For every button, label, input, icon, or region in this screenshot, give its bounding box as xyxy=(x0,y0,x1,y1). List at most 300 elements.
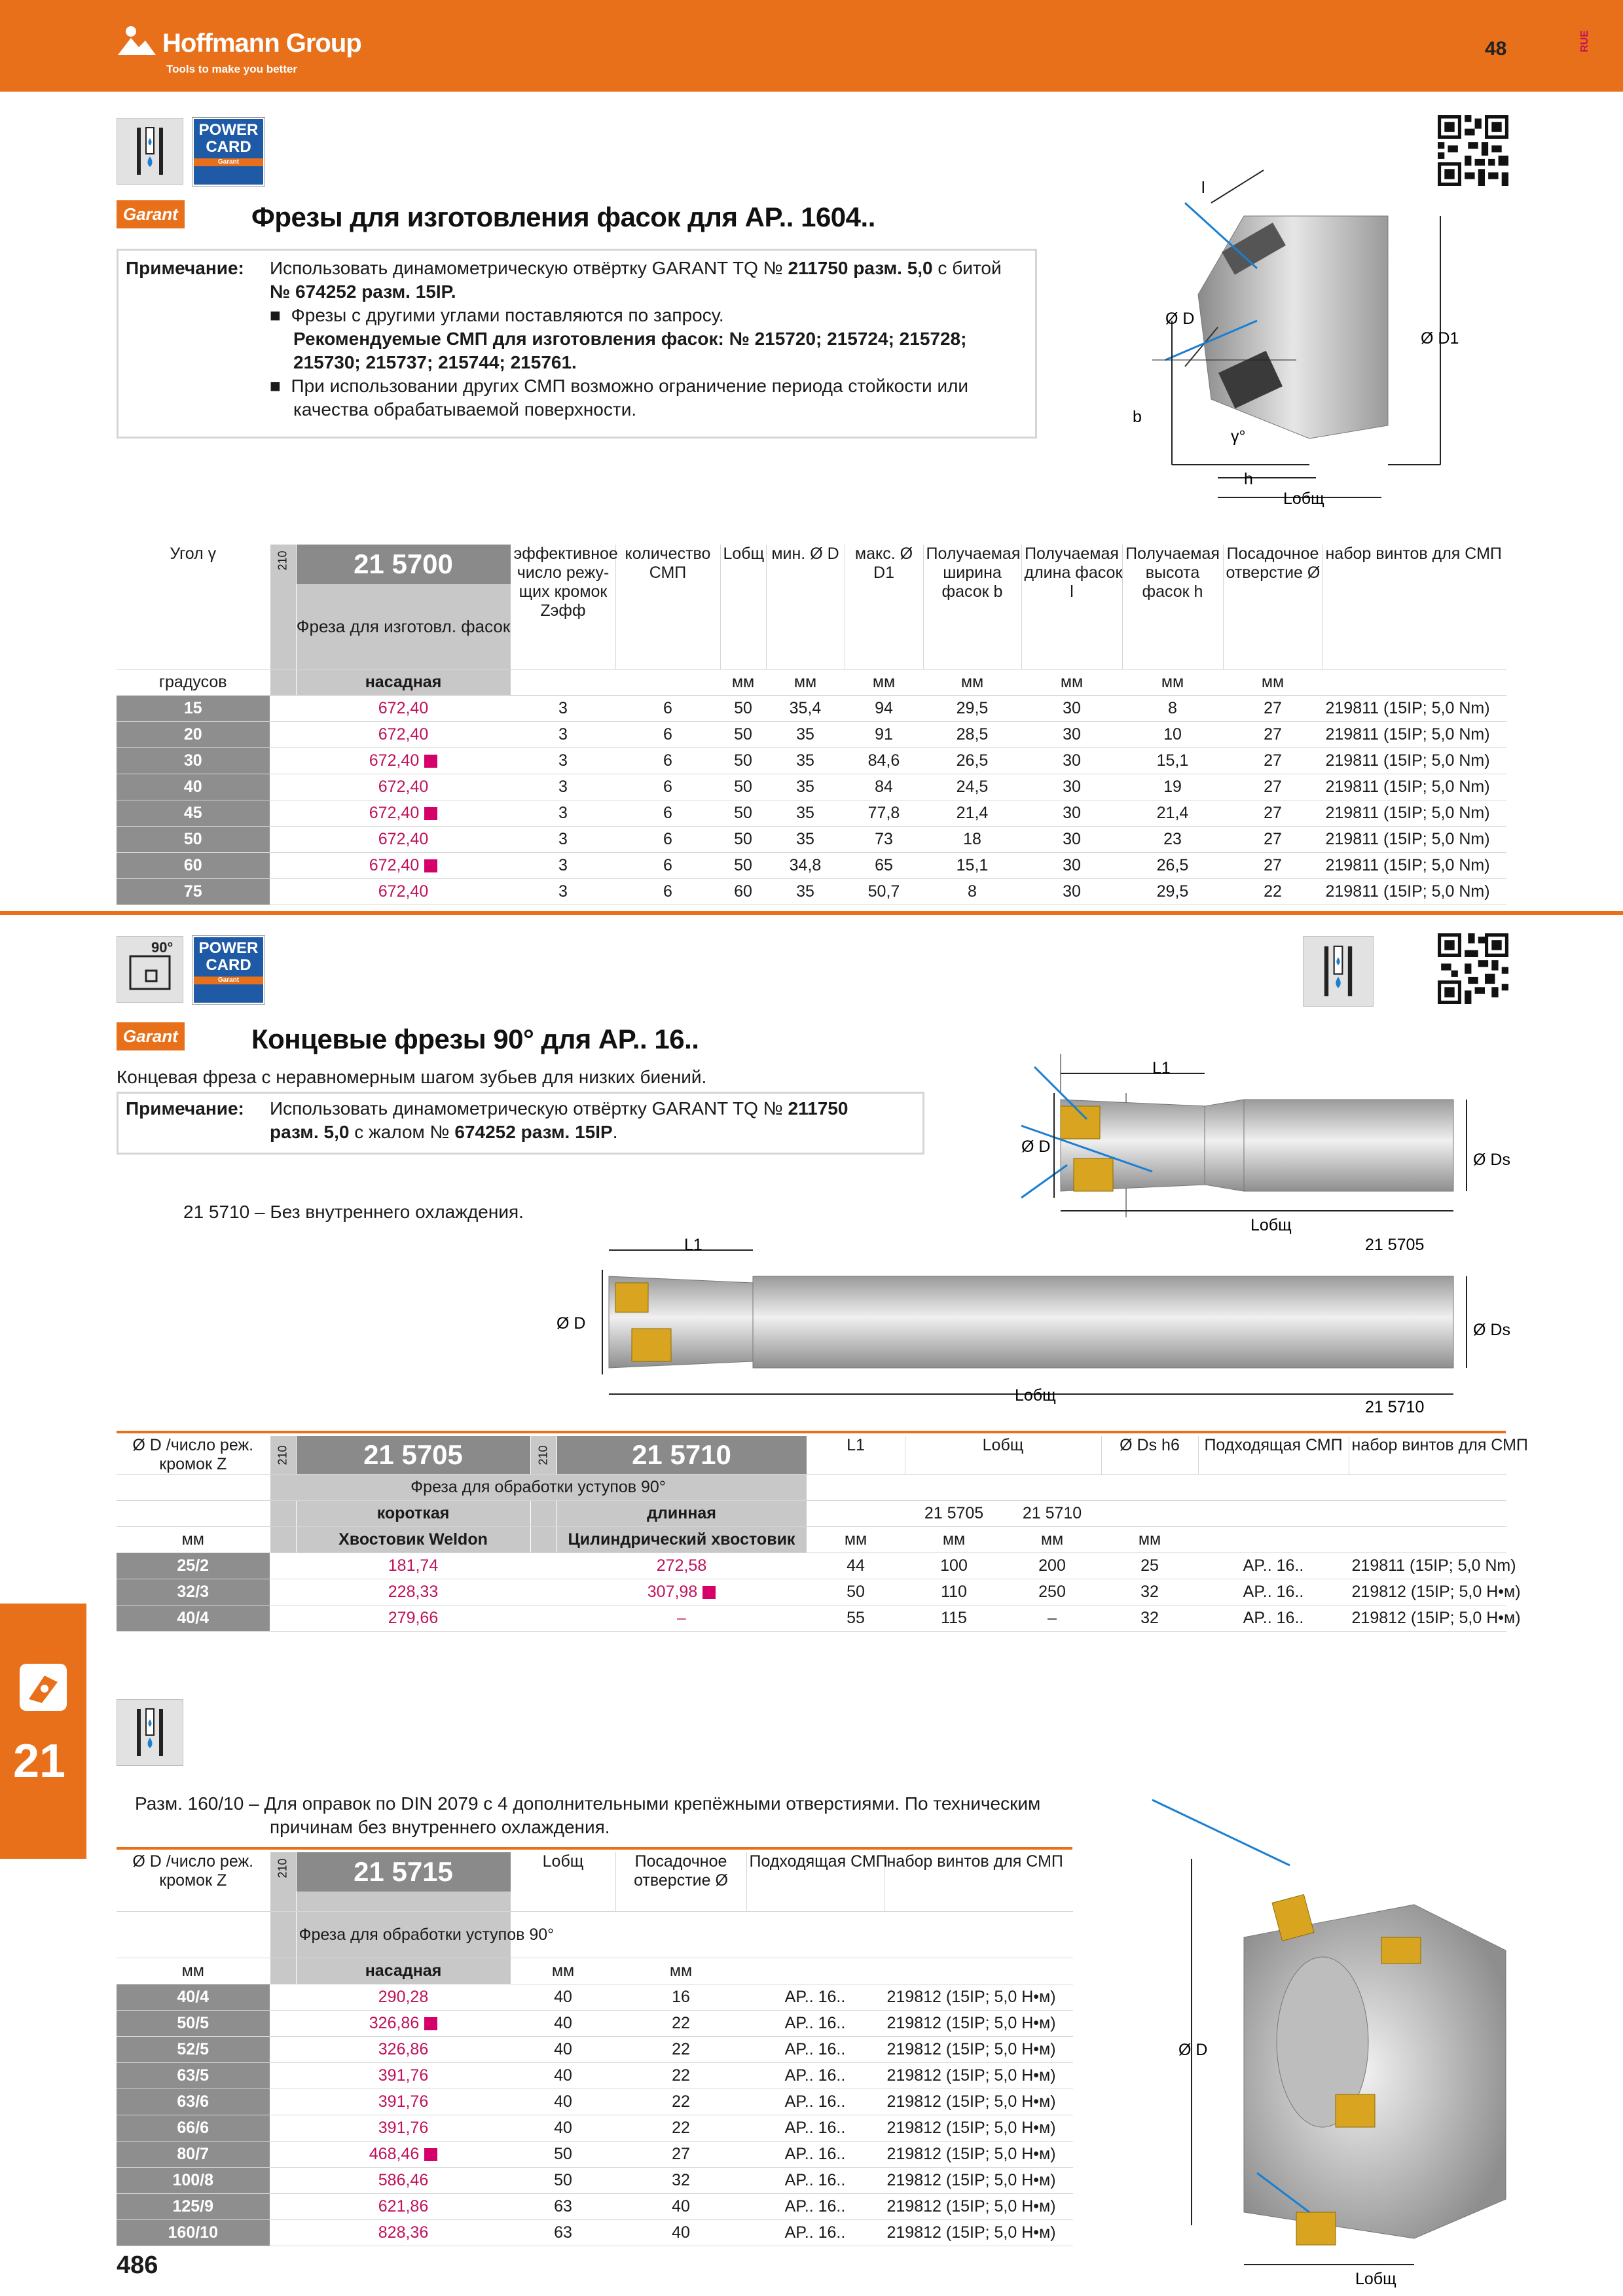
t1-price xyxy=(296,696,511,722)
t2-l1 xyxy=(807,1605,905,1632)
t3-price xyxy=(296,2115,511,2142)
t2-blank-12 xyxy=(1101,1501,1198,1527)
t3-screw-text: 219812 (15IP; 5,0 Н•м) xyxy=(886,2040,1056,2058)
t3-dz-text: 66/6 xyxy=(177,2119,210,2137)
power-card-line2: CARD xyxy=(206,138,251,156)
power-card-badge xyxy=(192,118,264,186)
t3-price xyxy=(296,1984,511,2011)
t3-article-cell xyxy=(296,1852,511,1912)
t2-screw xyxy=(1349,1579,1521,1605)
garant-label-text: Garant xyxy=(123,204,178,224)
t1-d1-text: 91 xyxy=(875,725,893,744)
t1-h-qty xyxy=(615,545,720,670)
dim2-d-a: Ø D xyxy=(1021,1138,1051,1156)
t1-d xyxy=(766,696,845,722)
offer-mark-icon xyxy=(424,755,437,768)
t1-bore-text: 27 xyxy=(1264,778,1282,796)
dim-b: b xyxy=(1133,408,1142,426)
t1-screw xyxy=(1322,774,1506,800)
t1-price xyxy=(296,774,511,800)
t3-dz xyxy=(117,1984,270,2011)
t3-bore-text: 40 xyxy=(672,2223,690,2242)
t1-b-text: 18 xyxy=(963,830,981,848)
t1-h-text: 26,5 xyxy=(1156,856,1189,874)
t2-l1 xyxy=(807,1579,905,1605)
t3-bore xyxy=(615,2037,746,2063)
power-card-badge-2 xyxy=(192,936,264,1004)
t2-prefix-cell-b xyxy=(530,1553,556,1579)
t2-prefix-a-text: 210 xyxy=(276,1444,289,1465)
t1-screw-text: 219811 (15IP; 5,0 Nm) xyxy=(1325,751,1490,770)
t3-blank-4 xyxy=(615,1912,746,1958)
section1-note-label: Примечание: xyxy=(126,258,244,278)
table-row xyxy=(117,748,1506,774)
dim2-d-b: Ø D xyxy=(556,1314,586,1333)
t2-price-b-text: 272,58 xyxy=(656,1556,707,1575)
t3-dz-text: 40/4 xyxy=(177,1988,210,2006)
note2-text-a: Использовать динамометрическую отвёртку GARANT TQ № xyxy=(270,1098,788,1119)
t1-bore-text: 27 xyxy=(1264,804,1282,822)
t3-unit-bore: мм xyxy=(615,1958,746,1984)
section2-intro: Концевая фреза с неравномерным шагом зубьев для низких биений. xyxy=(117,1067,707,1087)
angle-90-icon xyxy=(117,936,183,1003)
t3-blank-2 xyxy=(270,1912,296,1958)
power-card2-line1: POWER xyxy=(198,939,259,957)
t3-dz xyxy=(117,2142,270,2168)
t2-type-b1: длинная xyxy=(556,1501,807,1527)
brand-tagline: Tools to make you better xyxy=(166,63,297,75)
t3-screw-text: 219812 (15IP; 5,0 Н•м) xyxy=(886,2197,1056,2215)
table-row xyxy=(117,2037,1072,2063)
t1-qty-text: 6 xyxy=(663,778,672,796)
t3-ins-text: AP.. 16.. xyxy=(784,2066,846,2085)
t1-b xyxy=(923,827,1021,853)
garant-brand-label xyxy=(117,200,185,228)
table-row xyxy=(117,2011,1072,2037)
dim2-ltot-b: Lобщ xyxy=(1015,1386,1056,1405)
t2-ds-text: 32 xyxy=(1140,1583,1159,1601)
t2-price-a xyxy=(296,1579,530,1605)
t1-qty xyxy=(615,800,720,827)
t2-article-b: 21 5710 xyxy=(556,1436,807,1475)
t3-blank-7 xyxy=(270,1958,296,1984)
t1-d1-text: 73 xyxy=(875,830,893,848)
t2-blank-9 xyxy=(270,1501,296,1527)
t2-price-a-text: 279,66 xyxy=(388,1609,439,1627)
page-number: 486 xyxy=(117,2251,158,2279)
t1-z-text: 3 xyxy=(558,830,568,848)
t1-len-text: 30 xyxy=(1063,751,1081,770)
offer-mark-icon xyxy=(424,2017,437,2030)
section2-note-label: Примечание: xyxy=(126,1098,244,1119)
t1-h xyxy=(1122,800,1223,827)
t1-h-maxd-1: макс. Ø xyxy=(854,545,913,563)
t2-lb xyxy=(1003,1553,1101,1579)
t3-dz xyxy=(117,2011,270,2037)
t1-prefix-cell xyxy=(270,853,296,879)
t1-prefix-cell xyxy=(270,879,296,905)
t2-la-text: 100 xyxy=(940,1556,968,1575)
t3-l xyxy=(511,2168,615,2194)
t3-bore xyxy=(615,2220,746,2246)
t2-screw-text: 219812 (15IP; 5,0 Н•м) xyxy=(1351,1583,1521,1601)
t1-screw xyxy=(1322,748,1506,774)
t1-angle xyxy=(117,853,270,879)
t1-qty-text: 6 xyxy=(663,856,672,874)
t2-lb xyxy=(1003,1579,1101,1605)
t3-ins-text: AP.. 16.. xyxy=(784,2145,846,2163)
t3-h-dz-1: Ø D /число реж. xyxy=(132,1852,254,1871)
t2-type-a2: Хвостовик Weldon xyxy=(296,1527,530,1553)
t3-subhead: Фреза для обработки уступов 90° xyxy=(296,1912,511,1958)
t3-dz-text: 63/5 xyxy=(177,2066,210,2085)
t2-ins xyxy=(1198,1553,1349,1579)
t3-price-text: 468,46 xyxy=(369,2145,420,2163)
t1-screw-text: 219811 (15IP; 5,0 Nm) xyxy=(1325,804,1490,822)
t1-b xyxy=(923,879,1021,905)
t1-unit-screw xyxy=(1322,670,1506,696)
t2-price-b xyxy=(556,1579,807,1605)
t1-bore-text: 27 xyxy=(1264,751,1282,770)
t3-bore xyxy=(615,2011,746,2037)
t2-prefix-b-text: 210 xyxy=(536,1444,550,1465)
t3-prefix-cell xyxy=(270,2089,296,2115)
t1-h-text: 15,1 xyxy=(1156,751,1189,770)
note1-line2: № 674252 разм. 15IP. xyxy=(270,281,456,302)
t2-prefix-cell-a xyxy=(270,1579,296,1605)
t1-z xyxy=(511,774,615,800)
t1-qty xyxy=(615,827,720,853)
t1-b-text: 8 xyxy=(968,882,977,901)
t1-z xyxy=(511,748,615,774)
t3-blank-1 xyxy=(117,1912,270,1958)
t3-screw xyxy=(884,2011,1072,2037)
t2-blank-8 xyxy=(117,1501,270,1527)
t1-h-bore xyxy=(1223,545,1322,670)
t1-d1 xyxy=(845,696,923,722)
t3-prefix-cell xyxy=(270,2168,296,2194)
t1-price-text: 672,40 xyxy=(378,778,429,796)
t2-dz xyxy=(117,1553,270,1579)
t2-h-screw: набор винтов для СМП xyxy=(1349,1436,1506,1475)
t3-dz-text: 125/9 xyxy=(172,2197,214,2215)
t1-d1 xyxy=(845,722,923,748)
section3-remark xyxy=(135,1792,1078,1839)
t1-l-text: 60 xyxy=(734,882,752,901)
t1-angle-text: 75 xyxy=(183,882,202,901)
t1-h-bore-2: отверстие Ø xyxy=(1226,564,1321,582)
t3-dz xyxy=(117,2115,270,2142)
t3-price xyxy=(296,2220,511,2246)
t1-h-qty-2: СМП xyxy=(649,564,687,582)
t3-prefix-cell xyxy=(270,2194,296,2220)
dim2-l1-a: L1 xyxy=(1152,1059,1171,1077)
t1-h-screw: набор винтов для СМП xyxy=(1322,545,1506,670)
t2-screw xyxy=(1349,1605,1521,1632)
t3-h-insert: Подходящая СМП xyxy=(746,1852,884,1912)
t1-angle xyxy=(117,748,270,774)
t3-ins-text: AP.. 16.. xyxy=(784,2171,846,2189)
t1-b xyxy=(923,722,1021,748)
note1-bullet1c: 215730; 215737; 215744; 215761. xyxy=(293,352,577,372)
t1-angle xyxy=(117,774,270,800)
t1-qty xyxy=(615,853,720,879)
t3-blank-6 xyxy=(884,1912,1072,1958)
t3-price-text: 391,76 xyxy=(378,2066,429,2085)
t3-bore-text: 22 xyxy=(672,2092,690,2111)
t1-bore xyxy=(1223,774,1322,800)
table-row xyxy=(117,2089,1072,2115)
t1-prefix xyxy=(270,545,296,670)
t1-z-text: 3 xyxy=(558,778,568,796)
t3-bore-text: 22 xyxy=(672,2119,690,2137)
t3-prefix xyxy=(270,1852,296,1912)
t1-angle-text: 15 xyxy=(183,699,202,717)
t2-screw xyxy=(1349,1553,1516,1579)
t2-l1 xyxy=(807,1553,905,1579)
dim3-d: Ø D xyxy=(1178,2041,1208,2059)
t3-ins-text: AP.. 16.. xyxy=(784,1988,846,2006)
t1-l xyxy=(720,827,766,853)
t3-bore-text: 27 xyxy=(672,2145,690,2163)
table-row xyxy=(117,696,1506,722)
t1-unit-prefix xyxy=(270,670,296,696)
t2-unit-lb: мм xyxy=(1003,1527,1101,1553)
dim-gamma: γ° xyxy=(1231,427,1246,446)
t1-d1 xyxy=(845,800,923,827)
t1-len xyxy=(1021,853,1122,879)
t1-article: 21 5700 xyxy=(297,545,511,584)
t3-dz-text: 52/5 xyxy=(177,2040,210,2058)
t3-h-ltot: Lобщ xyxy=(511,1852,615,1912)
t3-price xyxy=(296,2168,511,2194)
t3-dz xyxy=(117,2037,270,2063)
t1-h-len-1: Получаемая xyxy=(1025,545,1119,563)
t1-len xyxy=(1021,696,1122,722)
t2-unit-la: мм xyxy=(905,1527,1003,1553)
t1-b-text: 29,5 xyxy=(956,699,989,717)
t1-l xyxy=(720,800,766,827)
t1-screw xyxy=(1322,722,1506,748)
t1-h-eff-4: Zэфф xyxy=(540,601,586,620)
t1-price-text: 672,40 xyxy=(378,830,429,848)
t1-h xyxy=(1122,853,1223,879)
t1-l xyxy=(720,722,766,748)
t3-unit-l: мм xyxy=(511,1958,615,1984)
t2-sub-b: 21 5710 xyxy=(1003,1501,1101,1527)
t1-h-len xyxy=(1021,545,1122,670)
t1-prefix-cell xyxy=(270,774,296,800)
t2-unit-ds: мм xyxy=(1101,1527,1198,1553)
t2-ds-text: 25 xyxy=(1140,1556,1159,1575)
t1-d-text: 35 xyxy=(796,751,814,770)
t1-h-angle: Угол γ xyxy=(117,545,270,670)
t2-prefix-b xyxy=(530,1436,556,1475)
offer-mark-icon xyxy=(702,1586,716,1599)
t1-b-text: 15,1 xyxy=(956,856,989,874)
t3-ins xyxy=(746,2168,884,2194)
t1-qty xyxy=(615,774,720,800)
t3-price-text: 621,86 xyxy=(378,2197,429,2215)
t1-qty-text: 6 xyxy=(663,830,672,848)
t2-ds-text: 32 xyxy=(1140,1609,1159,1627)
t1-bore xyxy=(1223,827,1322,853)
t1-len-text: 30 xyxy=(1063,882,1081,901)
t3-price-text: 326,86 xyxy=(369,2014,420,2032)
t3-screw xyxy=(884,2115,1072,2142)
t2-h-dz xyxy=(117,1436,270,1475)
t1-b xyxy=(923,774,1021,800)
table-row xyxy=(117,1984,1072,2011)
t1-h xyxy=(1122,722,1223,748)
t3-l-text: 40 xyxy=(554,2040,572,2058)
t1-z xyxy=(511,800,615,827)
t1-h xyxy=(1122,748,1223,774)
t3-screw xyxy=(884,2063,1072,2089)
t3-screw xyxy=(884,2037,1072,2063)
dim2-ltot-a: Lобщ xyxy=(1250,1216,1292,1234)
t1-angle-text: 30 xyxy=(183,751,202,770)
dim-d1: Ø D1 xyxy=(1421,329,1459,348)
t1-prefix-cell xyxy=(270,748,296,774)
t1-l-text: 50 xyxy=(734,804,752,822)
section2-table xyxy=(117,1436,1528,1632)
t1-bore xyxy=(1223,853,1322,879)
table-row xyxy=(117,774,1506,800)
t1-subhead: Фреза для изготовл. фасок xyxy=(296,617,511,636)
t3-bore xyxy=(615,2168,746,2194)
t1-bore-text: 27 xyxy=(1264,830,1282,848)
section1-table xyxy=(117,545,1506,905)
t3-screw-text: 219812 (15IP; 5,0 Н•м) xyxy=(886,2119,1056,2137)
t2-h-dz-1: Ø D /число реж. xyxy=(132,1436,254,1454)
t1-h-text: 8 xyxy=(1168,699,1177,717)
t3-bore-text: 22 xyxy=(672,2066,690,2085)
t1-angle-text: 50 xyxy=(183,830,202,848)
t1-screw xyxy=(1322,879,1506,905)
t3-ins xyxy=(746,2220,884,2246)
t2-unit-l1: мм xyxy=(807,1527,905,1553)
section2-remark xyxy=(183,1200,524,1224)
t1-angle xyxy=(117,696,270,722)
section-divider-2 xyxy=(117,1431,1506,1433)
t1-b xyxy=(923,748,1021,774)
t2-lb-text: 200 xyxy=(1038,1556,1066,1575)
t1-h-maxd xyxy=(845,545,923,670)
t1-h-h-1: Получаемая xyxy=(1125,545,1220,563)
t2-blank-2 xyxy=(807,1475,905,1501)
t2-prefix-cell-b xyxy=(530,1605,556,1632)
table-row xyxy=(117,853,1506,879)
t3-bore-text: 22 xyxy=(672,2014,690,2032)
t1-h-h xyxy=(1122,545,1223,670)
t1-l-text: 50 xyxy=(734,830,752,848)
t1-h-text: 29,5 xyxy=(1156,882,1189,901)
t3-bore-text: 40 xyxy=(672,2197,690,2215)
t1-unit-len: мм xyxy=(1021,670,1122,696)
t1-bore xyxy=(1223,879,1322,905)
t1-unit-l: мм xyxy=(720,670,766,696)
section1-title: Фрезы для изготовления фасок для AP.. 1604.. xyxy=(251,202,875,232)
t3-l xyxy=(511,1984,615,2011)
t2-la xyxy=(905,1605,1003,1632)
t3-bore xyxy=(615,2089,746,2115)
t3-bore xyxy=(615,2194,746,2220)
t2-screw-text: 219811 (15IP; 5,0 Nm) xyxy=(1351,1556,1516,1575)
t3-prefix-cell xyxy=(270,2011,296,2037)
section1-note-text: Использовать динамометрическую отвёртку GARANT TQ № 211750 разм. 5,0 с битой № 674252 разм. 15IP. ■ Фрезы с другими углами поставляются по запросу. Рекомендуемые СМП для изготовления фасок: № 215720; 215724; 215728; 215730; 215737; 215744; 215761. ■ При использовании других СМП возможно ограничение периода стойкости или качества обрабатываемой поверхности. xyxy=(270,257,1023,422)
t1-price xyxy=(296,748,511,774)
t1-h-text: 10 xyxy=(1163,725,1182,744)
section-divider-3 xyxy=(117,1847,1072,1850)
t2-lb-text: 250 xyxy=(1038,1583,1066,1601)
t1-d xyxy=(766,748,845,774)
dim2-code-a: 21 5705 xyxy=(1365,1236,1425,1254)
t1-price xyxy=(296,827,511,853)
t1-d1-text: 65 xyxy=(875,856,893,874)
t3-price xyxy=(296,2063,511,2089)
t3-ins xyxy=(746,2142,884,2168)
t3-ins xyxy=(746,2194,884,2220)
note1-bullet1: Фрезы с другими углами поставляются по запросу. xyxy=(291,305,724,325)
t2-blank-14 xyxy=(1349,1501,1506,1527)
t3-l-text: 40 xyxy=(554,2014,572,2032)
note2-text-d: с жалом № xyxy=(349,1122,455,1142)
t1-qty-text: 6 xyxy=(663,725,672,744)
t1-d-text: 34,8 xyxy=(789,856,822,874)
milling-chapter-icon xyxy=(18,1662,68,1712)
t2-blank-13 xyxy=(1198,1501,1349,1527)
t1-angle-text: 40 xyxy=(183,778,202,796)
t1-d-text: 35 xyxy=(796,778,814,796)
t1-angle xyxy=(117,879,270,905)
t1-d1-text: 77,8 xyxy=(867,804,900,822)
note2-text-b: 211750 xyxy=(788,1098,848,1119)
t1-price-text: 672,40 xyxy=(369,751,420,770)
t3-screw-text: 219812 (15IP; 5,0 Н•м) xyxy=(886,2014,1056,2032)
t1-len-text: 30 xyxy=(1063,778,1081,796)
t3-screw xyxy=(884,2089,1072,2115)
t3-article: 21 5715 xyxy=(297,1852,511,1892)
language-code: RUE xyxy=(1578,30,1590,52)
table-row xyxy=(117,2220,1072,2246)
t2-blank-7 xyxy=(1349,1475,1506,1501)
note1-bullet2b: качества обрабатываемой поверхности. xyxy=(293,399,637,420)
t2-ins xyxy=(1198,1605,1349,1632)
t1-bore-text: 27 xyxy=(1264,856,1282,874)
t3-price-text: 828,36 xyxy=(378,2223,429,2242)
t1-angle xyxy=(117,827,270,853)
t1-d xyxy=(766,879,845,905)
t1-b-text: 21,4 xyxy=(956,804,989,822)
angle-90-label: 90° xyxy=(151,939,173,956)
t1-price-text: 672,40 xyxy=(378,725,429,744)
t1-unit-b: мм xyxy=(923,670,1021,696)
t1-z-text: 3 xyxy=(558,804,568,822)
t1-bore-text: 27 xyxy=(1264,725,1282,744)
note1-bullet2: При использовании других СМП возможно ограничение периода стойкости или xyxy=(291,376,969,396)
t2-dz xyxy=(117,1605,270,1632)
t1-mount: насадная xyxy=(296,670,511,696)
t3-ins xyxy=(746,1984,884,2011)
t1-h-b-1: Получаемая xyxy=(926,545,1021,563)
t3-ins-text: AP.. 16.. xyxy=(784,2197,846,2215)
t2-ins-text: AP.. 16.. xyxy=(1243,1609,1304,1627)
t1-h xyxy=(1122,827,1223,853)
t3-ins xyxy=(746,2037,884,2063)
t3-l xyxy=(511,2115,615,2142)
t3-screw xyxy=(884,2168,1072,2194)
